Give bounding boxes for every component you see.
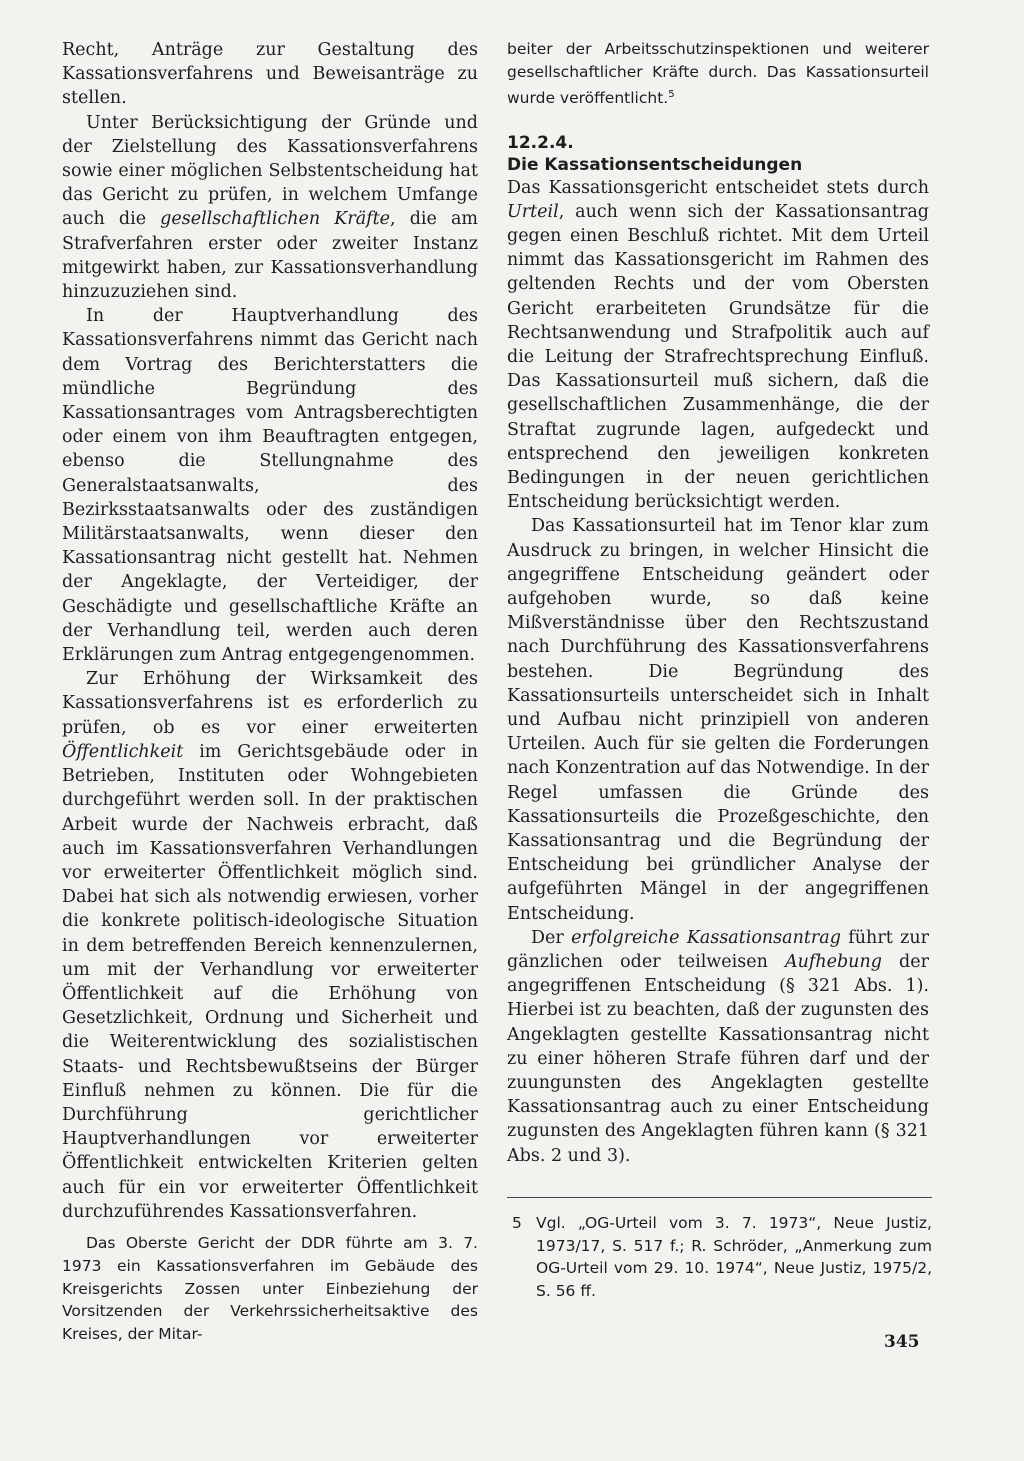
text-run: Der <box>531 927 572 948</box>
section-title: Die Kassationsentscheidungen <box>507 154 803 175</box>
text-run: der angegriffenen Entscheidung (§ 321 Abs. 1). Hierbei ist zu beachten, daß der zugunsten des Angeklagten gestellte Kassationsantrag nicht zu einer höheren Strafe führen darf und der zuungunsten des Angeklagten gestellte Kassationsantrag auch zu einer Entscheidung zugunsten des Angeklagten führen kann (§ 321 Abs. 2 und 3). <box>507 952 929 1166</box>
section-number: 12.2.4. <box>507 132 574 153</box>
left-column <box>62 38 478 1346</box>
text-run: Das Kassationsgericht entscheidet stets durch <box>507 177 929 198</box>
emphasis-text: gesellschaftlichen Kräfte <box>160 209 391 230</box>
emphasis-text: Urteil <box>507 201 559 222</box>
text-run: , die am Strafverfahren erster oder zweiter Instanz mitgewirkt haben, zur Kassationsverhandlung hinzuzuziehen sind. <box>62 209 478 303</box>
text-run: Zur Erhöhung der Wirksamkeit des Kassationsverfahrens ist es erforderlich zu prüfen, ob es vor einer erweiterten <box>62 669 478 738</box>
text-run: führt zur gänzlichen oder teilweisen <box>507 927 929 973</box>
footnote <box>512 1212 932 1302</box>
paragraph-example-case: Das Oberste Gericht der DDR führte am 3. 7. 1973 ein Kassationsverfahren im Gebäude des Kreisgerichts Zossen unter Einbeziehung der Vorsitzenden der Verkehrssicherheitsaktive des Kreises, der Mitar- <box>62 1233 478 1344</box>
text-run: im Gerichtsgebäude oder in Betrieben, Instituten oder Wohngebieten durchgeführt werden soll. In der praktischen Arbeit wurde der Nachweis erbracht, daß auch im Kassationsverfahren Verhandlungen vor erweiterter Öffentlichkeit möglich sind. Dabei hat sich als notwendig erwiesen, vorher die konkrete politisch-ideologische Situation in dem betreffenden Bereich kennenzulernen, um mit der Verhandlung vor erweiterter Öffentlichkeit auf die Erhöhung von Gesetzlichkeit, Ordnung und Sicherheit und die Weiterentwicklung des sozialistischen Staats- und Rechtsbewußtseins der Bürger Einfluß nehmen zu können. Die für die Durchführung gerichtlicher Hauptverhandlungen vor erweiterter Öffentlichkeit entwickelten Kriterien gelten auch für ein vor erweiterter Öffentlichkeit durchzuführendes Kassationsverfahren. <box>62 741 478 1222</box>
paragraph-successful-application <box>507 926 929 1168</box>
paragraph-social-forces <box>62 111 478 305</box>
footnote-divider <box>507 1197 932 1198</box>
text-run: Unter Berücksichtigung der Gründe und der Zielstellung des Kassationsverfahrens sowie einer möglichen Selbstentscheidung hat das Gericht zu prüfen, in welchem Umfange auch die <box>62 112 478 230</box>
paragraph-main-hearing: In der Hauptverhandlung des Kassationsverfahrens nimmt das Gericht nach dem Vortrag des Berichterstatters die mündliche Begründung des Kassationsantrages vom Antragsberechtigten oder einem von ihm Beauftragten entgegen, ebenso die Stellungnahme des Generalstaatsanwalts, des Bezirksstaatsanwalts oder des zuständigen Militärstaatsanwalts, wenn dieser den Kassationsantrag nicht gestellt hat. Nehmen der Angeklagte, der Verteidiger, der Geschädigte und gesellschaftliche Kräfte an der Verhandlung teil, werden auch deren Erklärungen zum Antrag entgegengenommen. <box>62 306 478 666</box>
paragraph-example-continuation <box>507 38 929 110</box>
page-number: 345 <box>884 1332 920 1352</box>
footnote-text: Vgl. „OG-Urteil vom 3. 7. 1973“, Neue Justiz, 1973/17, S. 517 f.; R. Schröder, „Anmerkung zum OG-Urteil vom 29. 10. 1974“, Neue Justiz, 1975/2, S. 56 ff. <box>536 1214 932 1300</box>
footnote-number: 5 <box>512 1214 522 1232</box>
emphasis-text: Aufhebung <box>784 952 882 973</box>
footnote-reference: 5 <box>668 88 675 100</box>
emphasis-text: erfolgreiche Kassationsantrag <box>571 927 841 948</box>
text-run: beiter der Arbeitsschutzinspektionen und weiterer gesellschaftlicher Kräfte durch. Das Kassationsurteil wurde veröffentlicht. <box>507 40 929 107</box>
paragraph-continuation: Recht, Anträge zur Gestaltung des Kassationsverfahrens und Beweisanträge zu stellen. <box>62 40 478 109</box>
emphasis-text: Öffentlichkeit <box>62 741 184 762</box>
paragraph-decision-by-judgment <box>507 176 929 515</box>
paragraph-tenor: Das Kassationsurteil hat im Tenor klar zum Ausdruck zu bringen, in welcher Hinsicht die angegriffene Entscheidung geändert oder aufgehoben wurde, so daß keine Mißverständnisse über den Rechtszustand nach Durchführung des Kassationsverfahrens bestehen. Die Begründung des Kassationsurteils unterscheidet sich in Inhalt und Aufbau nicht prinzipiell von anderen Urteilen. Auch für sie gelten die Forderungen nach Konzentration auf das Notwendige. In der Regel umfassen die Gründe des Kassationsurteils die Prozeßgeschichte, den Kassationsantrag und die Begründung der Entscheidung bei gründlicher Analyse der aufgeführten Mängel in der angegriffenen Entscheidung. <box>507 516 929 924</box>
text-run: , auch wenn sich der Kassationsantrag gegen einen Beschluß richtet. Mit dem Urteil nimmt das Kassationsgericht im Rahmen des geltenden Rechts und der vom Obersten Gericht erarbeiteten Grundsätze für die Rechtsanwendung und Strafpolitik auch auf die Leitung der Strafrechtsprechung Einfluß. Das Kassationsurteil muß sichern, daß die gesellschaftlichen Zusammenhänge, die der Straftat zugrunde lagen, aufgedeckt und entsprechend den jeweiligen konkreten Bedingungen in der neuen gerichtlichen Entscheidung berücksichtigt werden. <box>507 201 929 513</box>
paragraph-public-hearing <box>62 667 478 1224</box>
right-column <box>507 38 929 1168</box>
